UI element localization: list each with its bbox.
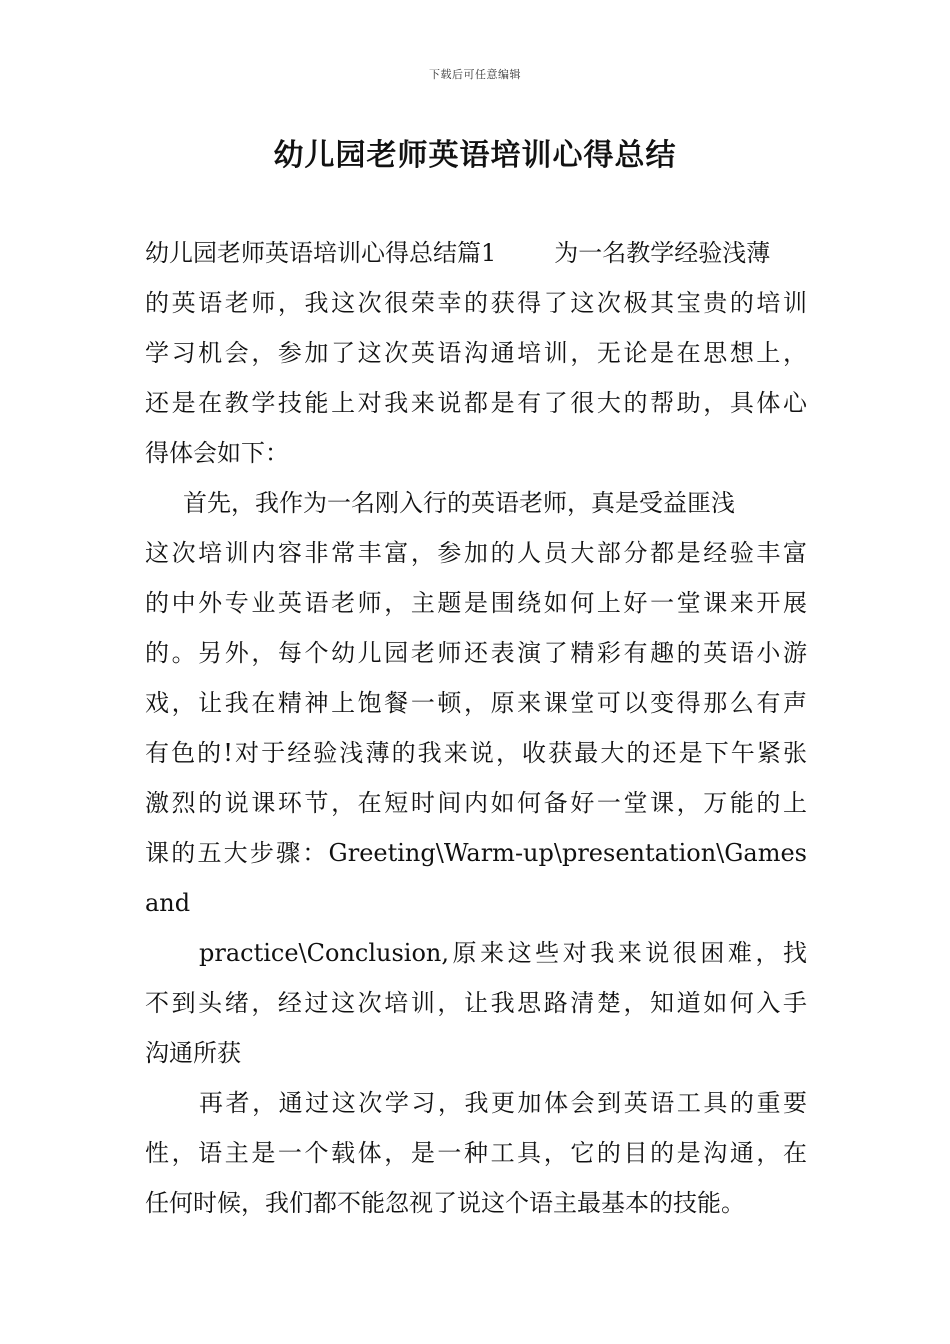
text-line: 戏，让我在精神上饱餐一顿，原来课堂可以变得那么有声 xyxy=(145,689,807,717)
document-body xyxy=(145,228,807,1228)
text-line: 激烈的说课环节，在短时间内如何备好一堂课，万能的上 xyxy=(145,789,807,817)
text-line xyxy=(145,228,807,278)
text-line: 的。另外，每个幼儿园老师还表演了精彩有趣的英语小游 xyxy=(145,639,807,667)
text-line: 得体会如下： xyxy=(145,439,289,467)
text-line: 首先，我作为一名刚入行的英语老师，真是受益匪浅 xyxy=(183,489,735,517)
text-line: 有色的!对于经验浅薄的我来说，收获最大的还是下午紧张 xyxy=(145,739,807,767)
text-line: and xyxy=(145,889,191,917)
text-line: 性，语主是一个载体，是一种工具，它的目的是沟通，在 xyxy=(145,1139,807,1167)
document-title: 幼儿园老师英语培训心得总结 xyxy=(273,138,677,173)
text-line: 再者，通过这次学习，我更加体会到英语工具的重要 xyxy=(199,1089,807,1117)
text-line: 课的五大步骤：Greeting\Warm-up\presentation\Games xyxy=(145,839,807,867)
text-line: 的中外专业英语老师，主题是围绕如何上好一堂课来开展 xyxy=(145,589,807,617)
text-line: 沟通所获 xyxy=(145,1039,241,1067)
header-note: 下载后可任意编辑 xyxy=(429,68,521,81)
text-line: 的英语老师，我这次很荣幸的获得了这次极其宝贵的培训 xyxy=(145,289,807,317)
text-line: 这次培训内容非常丰富，参加的人员大部分都是经验丰富 xyxy=(145,539,807,567)
text-line: 学习机会，参加了这次英语沟通培训，无论是在思想上， xyxy=(145,339,807,367)
section-heading: 幼儿园老师英语培训心得总结篇1 xyxy=(145,239,497,267)
text-line: practice\Conclusion,原来这些对我来说很困难，找 xyxy=(199,939,807,967)
text-line-segment: 为一名教学经验浅薄 xyxy=(554,239,771,267)
text-line: 任何时候，我们都不能忽视了说这个语主最基本的技能。 xyxy=(145,1189,745,1217)
text-line: 还是在教学技能上对我来说都是有了很大的帮助，具体心 xyxy=(145,389,807,417)
text-line: 不到头绪，经过这次培训，让我思路清楚，知道如何入手 xyxy=(145,989,807,1017)
